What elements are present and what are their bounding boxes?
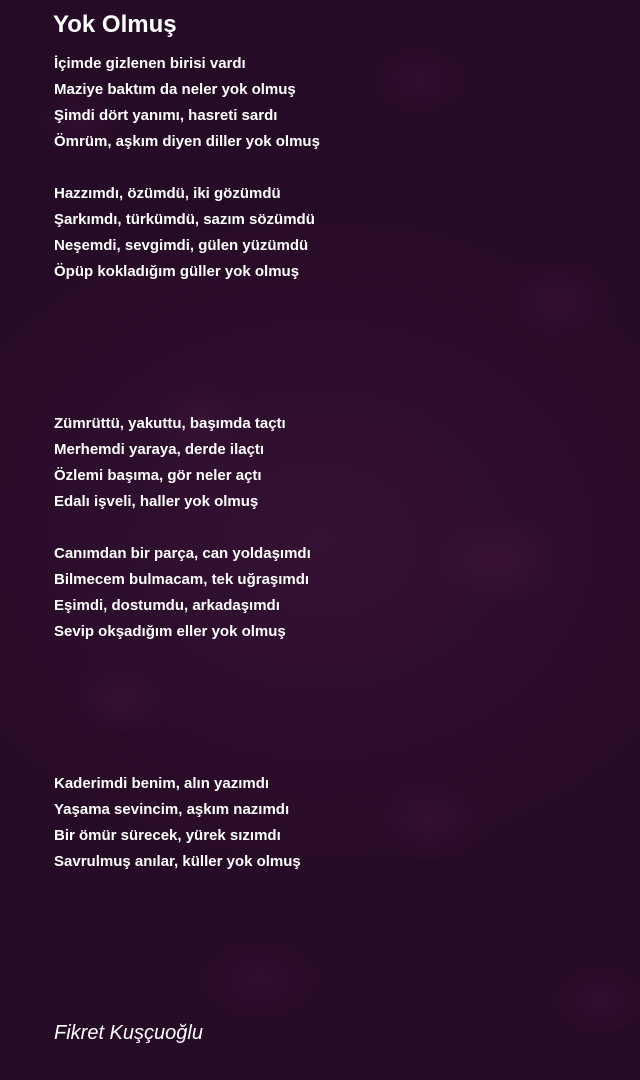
poem-line: Edalı işveli, haller yok olmuş [54,493,259,510]
stanza-1 [54,51,320,155]
poem-line: Kaderimdi benim, alın yazımdı [54,775,270,792]
poem-line: Yaşama sevincim, aşkım nazımdı [54,801,290,818]
poem-line: Özlemi başıma, gör neler açtı [54,467,262,484]
poem-line: Canımdan bir parça, can yoldaşımdı [54,545,311,562]
poem-line: Neşemdi, sevgimdi, gülen yüzümdü [54,237,309,254]
poem-line: Maziye baktım da neler yok olmuş [54,81,296,98]
poem-line: Merhemdi yaraya, derde ilaçtı [54,441,265,458]
poem-line: Bilmecem bulmacam, tek uğraşımdı [54,571,310,588]
poem-title: Yok Olmuş [53,11,177,38]
poem-line: Bir ömür sürecek, yürek sızımdı [54,827,281,844]
stanza-2 [54,181,315,285]
poem-line: Zümrüttü, yakuttu, başımda taçtı [54,415,286,432]
poem-line: Şimdi dört yanımı, hasreti sardı [54,107,278,124]
poem-line: Savrulmuş anılar, küller yok olmuş [54,853,301,870]
poem-line: Şarkımdı, türkümdü, sazım sözümdü [54,211,315,228]
poem-line: Hazzımdı, özümdü, iki gözümdü [54,185,281,202]
poem-line: İçimde gizlenen birisi vardı [54,55,246,72]
stanza-4 [54,541,311,645]
poem-line: Ömrüm, aşkım diyen diller yok olmuş [54,133,320,150]
poem-line: Öpüp kokladığım güller yok olmuş [54,263,300,280]
stanza-3 [54,411,286,515]
stanza-5 [54,771,301,875]
poem-author: Fikret Kuşçuoğlu [54,1022,203,1044]
poem-line: Eşimdi, dostumdu, arkadaşımdı [54,597,280,614]
poem-line: Sevip okşadığım eller yok olmuş [54,623,286,640]
